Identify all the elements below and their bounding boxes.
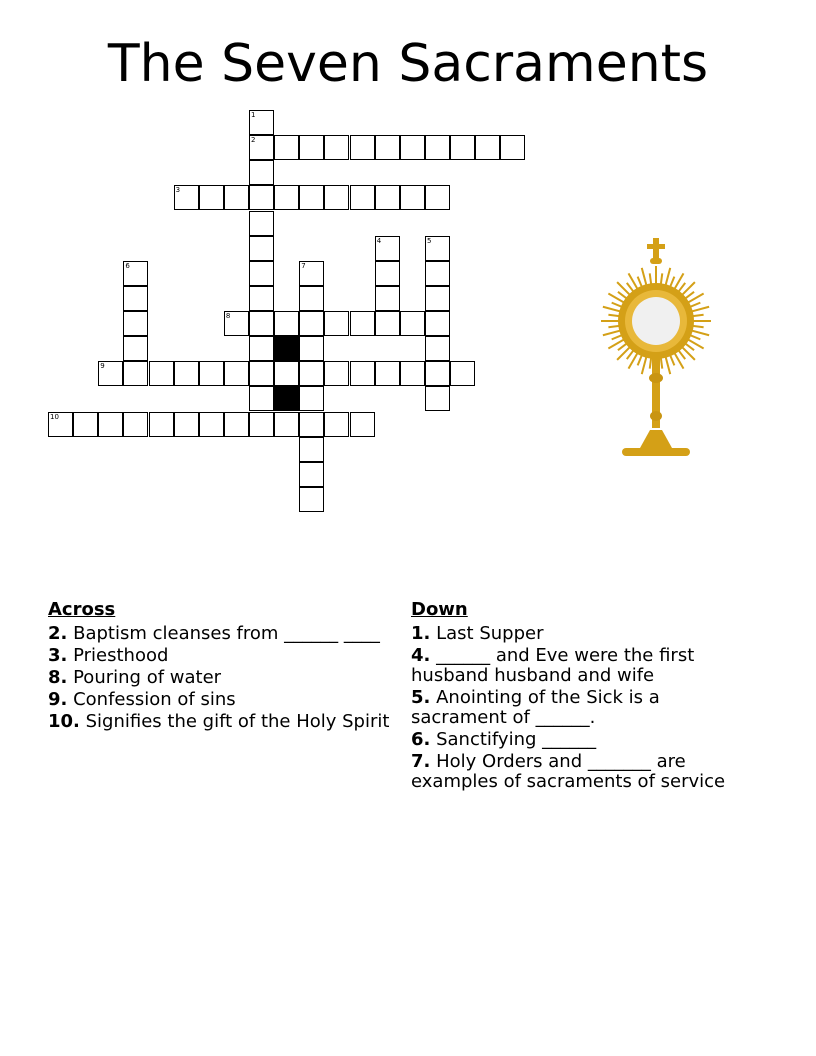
crossword-black-cell bbox=[274, 386, 299, 411]
clue-number: 10 bbox=[50, 412, 59, 421]
clue-text: Priesthood bbox=[67, 645, 169, 666]
clue-number: 1. bbox=[411, 623, 431, 644]
down-clue bbox=[411, 688, 741, 728]
down-clue bbox=[411, 646, 741, 686]
crossword-cell[interactable] bbox=[274, 361, 299, 386]
down-clue bbox=[411, 752, 741, 792]
crossword-cell[interactable] bbox=[174, 412, 199, 437]
crossword-cell[interactable] bbox=[324, 311, 349, 336]
crossword-cell[interactable] bbox=[299, 361, 324, 386]
crossword-cell[interactable] bbox=[299, 412, 324, 437]
crossword-cell[interactable] bbox=[249, 311, 274, 336]
clue-text: Confession of sins bbox=[67, 689, 236, 710]
crossword-cell[interactable] bbox=[224, 311, 249, 336]
crossword-cell[interactable] bbox=[299, 487, 324, 512]
crossword-black-cell bbox=[274, 336, 299, 361]
crossword-cell[interactable] bbox=[224, 361, 249, 386]
clue-text: Holy Orders and _______ are examples of sacraments of service bbox=[411, 751, 726, 792]
crossword-cell[interactable] bbox=[274, 185, 299, 210]
crossword-cell[interactable] bbox=[123, 311, 148, 336]
clue-number: 9 bbox=[100, 362, 105, 371]
crossword-cell[interactable] bbox=[400, 185, 425, 210]
crossword-cell[interactable] bbox=[324, 135, 349, 160]
crossword-cell[interactable] bbox=[174, 185, 199, 210]
down-heading: Down bbox=[411, 599, 468, 620]
crossword-cell[interactable] bbox=[425, 236, 450, 261]
crossword-cell[interactable] bbox=[48, 412, 73, 437]
clue-number: 7. bbox=[411, 751, 431, 772]
crossword-cell[interactable] bbox=[425, 261, 450, 286]
crossword-cell[interactable] bbox=[299, 286, 324, 311]
clue-number: 2. bbox=[48, 623, 68, 644]
clue-number: 4. bbox=[411, 645, 431, 666]
crossword-cell[interactable] bbox=[98, 361, 123, 386]
clue-text: Anointing of the Sick is a sacrament of ______. bbox=[411, 687, 660, 728]
crossword-cell[interactable] bbox=[350, 412, 375, 437]
crossword-cell[interactable] bbox=[249, 361, 274, 386]
across-clue bbox=[48, 690, 398, 710]
clue-number: 3. bbox=[48, 645, 68, 666]
crossword-cell[interactable] bbox=[149, 412, 174, 437]
crossword-cell[interactable] bbox=[123, 336, 148, 361]
crossword-cell[interactable] bbox=[249, 211, 274, 236]
crossword-cell[interactable] bbox=[299, 462, 324, 487]
crossword-cell[interactable] bbox=[249, 110, 274, 135]
crossword-cell[interactable] bbox=[350, 311, 375, 336]
across-clue-list bbox=[48, 624, 398, 732]
crossword-cell[interactable] bbox=[375, 185, 400, 210]
crossword-cell[interactable] bbox=[350, 185, 375, 210]
crossword-cell[interactable] bbox=[249, 286, 274, 311]
down-clue bbox=[411, 730, 741, 750]
clue-text: Pouring of water bbox=[67, 667, 222, 688]
page-title: The Seven Sacraments bbox=[107, 34, 709, 94]
crossword-cell[interactable] bbox=[375, 311, 400, 336]
clue-number: 3 bbox=[175, 186, 181, 195]
crossword-cell[interactable] bbox=[249, 236, 274, 261]
clue-number: 7 bbox=[301, 261, 306, 270]
crossword-cell[interactable] bbox=[249, 185, 274, 210]
crossword-cell[interactable] bbox=[199, 361, 224, 386]
crossword-cell[interactable] bbox=[299, 386, 324, 411]
crossword-cell[interactable] bbox=[425, 361, 450, 386]
clue-text: Sanctifying ______ bbox=[430, 729, 597, 750]
across-heading: Across bbox=[48, 599, 116, 620]
across-clue bbox=[48, 712, 398, 732]
crossword-cell[interactable] bbox=[249, 135, 274, 160]
crossword-cell[interactable] bbox=[299, 261, 324, 286]
crossword-cell[interactable] bbox=[375, 261, 400, 286]
crossword-cell[interactable] bbox=[73, 412, 98, 437]
clue-number: 10. bbox=[48, 711, 80, 732]
crossword-cell[interactable] bbox=[425, 311, 450, 336]
crossword-cell[interactable] bbox=[425, 336, 450, 361]
down-clue bbox=[411, 624, 741, 644]
crossword-cell[interactable] bbox=[199, 412, 224, 437]
crossword-cell[interactable] bbox=[324, 412, 349, 437]
clue-number: 5. bbox=[411, 687, 431, 708]
crossword-cell[interactable] bbox=[375, 236, 400, 261]
crossword-cell[interactable] bbox=[299, 336, 324, 361]
crossword-cell[interactable] bbox=[249, 336, 274, 361]
crossword-cell[interactable] bbox=[500, 135, 525, 160]
crossword-cell[interactable] bbox=[425, 386, 450, 411]
crossword-cell[interactable] bbox=[224, 185, 249, 210]
clue-text: Baptism cleanses from ______ ____ bbox=[67, 623, 380, 644]
crossword-cell[interactable] bbox=[123, 412, 148, 437]
across-clue bbox=[48, 624, 398, 644]
crossword-cell[interactable] bbox=[199, 185, 224, 210]
crossword-cell[interactable] bbox=[249, 412, 274, 437]
clue-text: ______ and Eve were the first husband husband and wife bbox=[411, 645, 695, 686]
crossword-cell[interactable] bbox=[425, 135, 450, 160]
crossword-cell[interactable] bbox=[400, 135, 425, 160]
crossword-cell[interactable] bbox=[123, 361, 148, 386]
crossword-cell[interactable] bbox=[249, 386, 274, 411]
crossword-cell[interactable] bbox=[249, 261, 274, 286]
crossword-cell[interactable] bbox=[400, 361, 425, 386]
clue-number: 9. bbox=[48, 689, 68, 710]
clue-number: 4 bbox=[376, 236, 382, 245]
crossword-cell[interactable] bbox=[425, 286, 450, 311]
crossword-cell[interactable] bbox=[299, 185, 324, 210]
across-clues bbox=[48, 598, 398, 734]
across-clue bbox=[48, 668, 398, 688]
crossword-cell[interactable] bbox=[299, 311, 324, 336]
clue-number: 6. bbox=[411, 729, 431, 750]
crossword-cell[interactable] bbox=[274, 311, 299, 336]
crossword-cell[interactable] bbox=[123, 261, 148, 286]
crossword-cell[interactable] bbox=[400, 311, 425, 336]
crossword-cell[interactable] bbox=[98, 412, 123, 437]
down-clues bbox=[411, 598, 741, 794]
crossword-cell[interactable] bbox=[425, 185, 450, 210]
crossword-cell[interactable] bbox=[274, 412, 299, 437]
crossword-cell[interactable] bbox=[350, 135, 375, 160]
monstrance-icon bbox=[596, 236, 716, 466]
clue-number: 5 bbox=[426, 236, 432, 245]
crossword-cell[interactable] bbox=[299, 437, 324, 462]
clue-number: 8 bbox=[225, 312, 231, 321]
crossword-cell[interactable] bbox=[375, 135, 400, 160]
crossword-cell[interactable] bbox=[149, 361, 174, 386]
clue-number: 1 bbox=[251, 111, 256, 119]
crossword-cell[interactable] bbox=[450, 135, 475, 160]
crossword-cell[interactable] bbox=[274, 135, 299, 160]
crossword-cell[interactable] bbox=[450, 361, 475, 386]
down-clue-list bbox=[411, 624, 741, 792]
crossword-cell[interactable] bbox=[375, 286, 400, 311]
crossword-cell[interactable] bbox=[475, 135, 500, 160]
crossword-cell[interactable] bbox=[299, 135, 324, 160]
clue-text: Last Supper bbox=[430, 623, 544, 644]
crossword-cell[interactable] bbox=[324, 185, 349, 210]
crossword-cell[interactable] bbox=[249, 160, 274, 185]
crossword-cell[interactable] bbox=[350, 361, 375, 386]
clue-text: Signifies the gift of the Holy Spirit bbox=[79, 711, 390, 732]
clue-number: 8. bbox=[48, 667, 68, 688]
clue-number: 2 bbox=[251, 136, 256, 145]
across-clue bbox=[48, 646, 398, 666]
crossword-cell[interactable] bbox=[123, 286, 148, 311]
crossword-cell[interactable] bbox=[174, 361, 199, 386]
clue-number: 6 bbox=[125, 261, 130, 270]
crossword-cell[interactable] bbox=[324, 361, 349, 386]
crossword-cell[interactable] bbox=[224, 412, 249, 437]
crossword-cell[interactable] bbox=[375, 361, 400, 386]
